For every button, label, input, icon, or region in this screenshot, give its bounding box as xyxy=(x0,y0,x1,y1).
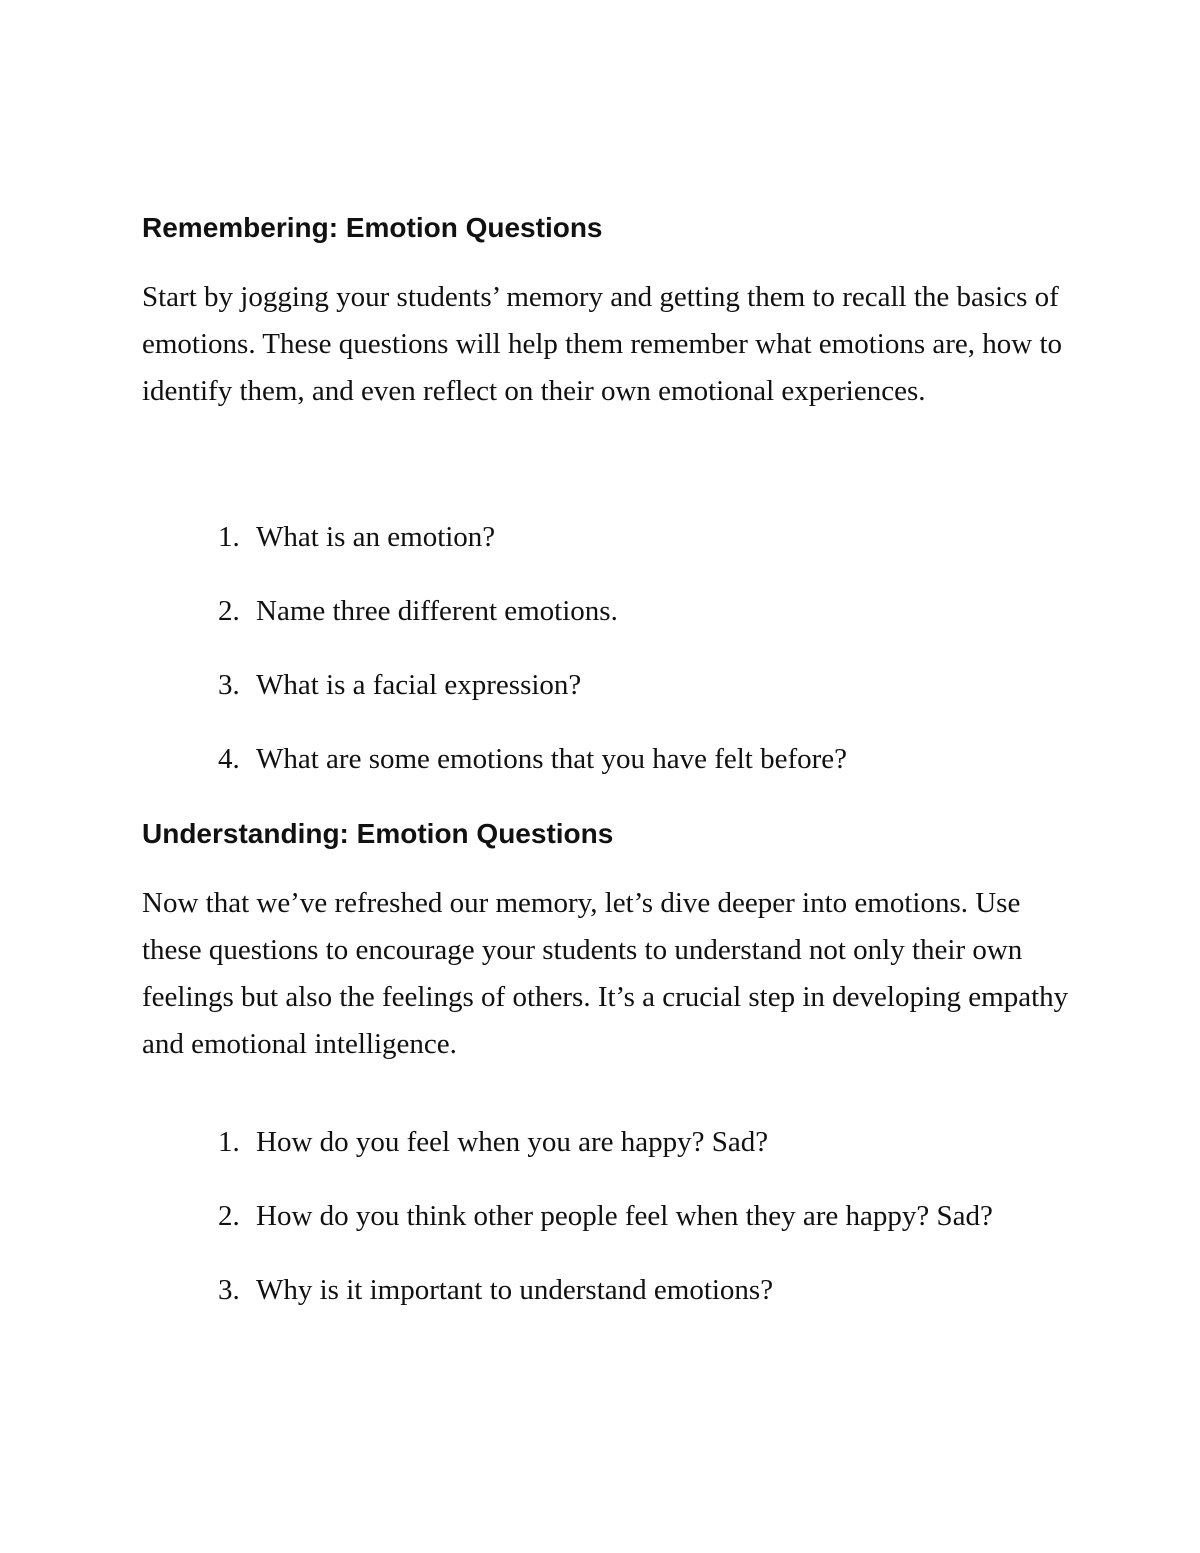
list-item xyxy=(142,1267,1072,1314)
list-item xyxy=(142,736,1072,783)
list-item-text: What are some emotions that you have felt before? xyxy=(256,743,848,775)
list-item-number: 3. xyxy=(218,1274,240,1306)
list-item xyxy=(142,588,1072,635)
list-item-text: What is a facial expression? xyxy=(256,669,582,701)
list-item xyxy=(142,514,1072,561)
list-item-number: 1. xyxy=(218,521,240,553)
list-item-text: Name three different emotions. xyxy=(256,595,618,627)
list-item xyxy=(142,662,1072,709)
list-item-number: 1. xyxy=(218,1126,240,1158)
list-item xyxy=(142,1193,1072,1240)
list-item-text: How do you feel when you are happy? Sad? xyxy=(256,1126,769,1158)
list-item-text: Why is it important to understand emotions? xyxy=(256,1274,774,1306)
list-item-number: 2. xyxy=(218,1200,240,1232)
remembering-intro: Start by jogging your students’ memory and getting them to recall the basics of emotions. These questions will help them remember what emotions are, how to identify them, and even reflect on their own emotional experiences. xyxy=(142,281,1063,407)
list-item-number: 4. xyxy=(218,743,240,775)
list-item-text: How do you think other people feel when they are happy? Sad? xyxy=(256,1200,993,1232)
list-item xyxy=(142,1119,1072,1166)
remembering-question-list xyxy=(142,514,1072,810)
list-item-number: 2. xyxy=(218,595,240,627)
list-item-text: What is an emotion? xyxy=(256,521,496,553)
list-item-number: 3. xyxy=(218,669,240,701)
understanding-question-list xyxy=(142,1119,1072,1341)
understanding-intro: Now that we’ve refreshed our memory, let’s dive deeper into emotions. Use these questions to encourage your students to understand not only their own feelings but also the feelings of others. It’s a crucial step in developing empathy and emotional intelligence. xyxy=(142,887,1069,1060)
remembering-heading: Remembering: Emotion Questions xyxy=(142,212,603,243)
understanding-heading: Understanding: Emotion Questions xyxy=(142,818,614,849)
